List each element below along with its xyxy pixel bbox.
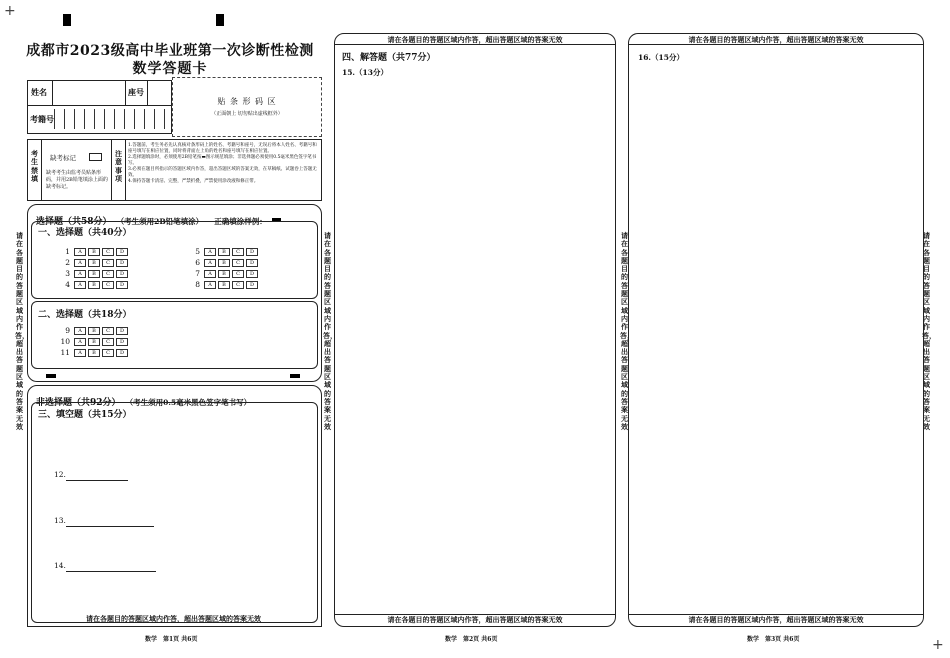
question-number: 3 <box>65 269 70 278</box>
choice-note: （考生须用2B铅笔填涂） <box>116 217 204 226</box>
choice-part1-box <box>31 221 318 299</box>
question-number: 7 <box>195 269 200 278</box>
choice-question-row <box>188 258 260 268</box>
timing-mark <box>63 14 71 26</box>
nonchoice-section <box>27 385 322 627</box>
choice-question-row <box>58 269 130 279</box>
page3-footer-warning: 请在各题目的答题区域内作答，超出答题区域的答案无效 <box>688 615 864 624</box>
answer-bubble[interactable]: B <box>218 270 230 278</box>
answer-bubble[interactable]: D <box>116 349 128 357</box>
question-16-label: 16.（15分） <box>638 53 684 62</box>
answer-area-15[interactable] <box>336 78 614 612</box>
answer-bubble[interactable]: B <box>88 327 100 335</box>
side-warning-left: 请在各题目的答题区域内作答，超出答题区域的答案无效 <box>15 231 29 431</box>
part1-title: 一、选择题（共40分） <box>38 228 132 238</box>
question-number: 2 <box>65 258 70 267</box>
answer-bubble[interactable]: C <box>102 270 114 278</box>
absence-notice-box <box>27 139 322 201</box>
nonchoice-note: （考生须用0.5毫米黑色签字笔书写） <box>125 398 252 407</box>
answer-bubble[interactable]: A <box>74 338 86 346</box>
choice-question-row <box>58 280 130 290</box>
side-warning-p2-right: 请在各题目的答题区域内作答，超出答题区域的答案无效 <box>922 231 936 431</box>
answer-bubble[interactable]: A <box>74 270 86 278</box>
timing-mark <box>46 374 56 378</box>
seat-label: 座号 <box>125 81 144 105</box>
blank-13-label: 13. <box>54 516 66 525</box>
absence-mark-label: 缺考标记 <box>50 154 76 162</box>
answer-bubble[interactable]: A <box>74 259 86 267</box>
exam-title: 成都市2023级高中毕业班第一次诊断性检测 <box>26 43 314 59</box>
answer-bubble[interactable]: B <box>88 248 100 256</box>
notice-side-label: 注意事项 <box>115 149 122 183</box>
absence-side-label: 考生禁填 <box>31 149 38 183</box>
example-label: 正确填涂样例： <box>214 217 267 226</box>
seat-field[interactable] <box>147 81 172 105</box>
answer-bubble[interactable]: C <box>102 259 114 267</box>
absence-mark-box[interactable] <box>89 153 102 161</box>
barcode-note: （正面朝上 切勿贴出虚线框外） <box>211 111 283 117</box>
answer-bubble[interactable]: B <box>218 281 230 289</box>
blank-12-field[interactable] <box>66 480 128 481</box>
notice-item: 1.答题前，考生务必先认真核对条形码上的姓名、考籍号和座号，无误后将本人姓名、考籍号和座号填写在相应位置，同时将背面左上角的姓名和座号填写在相应位置。 <box>128 143 317 154</box>
answer-bubble[interactable]: C <box>102 338 114 346</box>
blank-12-label: 12. <box>54 470 66 479</box>
answer-bubble[interactable]: B <box>88 270 100 278</box>
answer-bubble[interactable]: D <box>116 259 128 267</box>
answer-area-16[interactable] <box>630 64 922 612</box>
notice-item: 3.必须在题目所指示的答题区域内作答，超出答题区域的答案无效，在草稿纸、试题卷上答题无效。 <box>128 167 317 178</box>
answer-bubble[interactable]: A <box>74 327 86 335</box>
answer-bubble[interactable]: D <box>246 248 258 256</box>
part2-title: 二、选择题（共18分） <box>38 310 132 320</box>
answer-bubble[interactable]: D <box>116 338 128 346</box>
answer-bubble[interactable]: D <box>246 259 258 267</box>
card-subtitle: 数学答题卡 <box>132 61 208 77</box>
answer-bubble[interactable]: B <box>218 248 230 256</box>
page3-header-warning: 请在各题目的答题区域内作答，超出答题区域的答案无效 <box>688 35 864 44</box>
blank-13-field[interactable] <box>66 526 154 527</box>
answer-panel-page3 <box>628 33 924 627</box>
page1-number: 数学 第1页 共6页 <box>145 636 198 643</box>
answer-bubble[interactable]: D <box>116 327 128 335</box>
page2-header-warning: 请在各题目的答题区域内作答，超出答题区域的答案无效 <box>387 35 563 44</box>
choice-title: 选择题（共58分） <box>36 217 112 227</box>
answer-bubble[interactable]: D <box>246 281 258 289</box>
absence-note: 缺考考生由监考员贴条形码，并用2B铅笔填涂上面的缺考标记。 <box>46 170 108 190</box>
answer-bubble[interactable]: C <box>232 281 244 289</box>
timing-mark <box>290 374 300 378</box>
answer-bubble[interactable]: D <box>116 281 128 289</box>
page2-footer-warning: 请在各题目的答题区域内作答，超出答题区域的答案无效 <box>387 615 563 624</box>
choice-question-row <box>58 258 130 268</box>
fill-in-box <box>31 402 318 623</box>
choice-section <box>27 204 322 382</box>
answer-bubble[interactable]: C <box>102 327 114 335</box>
question-number: 11 <box>60 348 70 357</box>
choice-part2-box <box>31 301 318 369</box>
answer-bubble[interactable]: C <box>102 349 114 357</box>
name-field[interactable] <box>52 81 123 105</box>
side-warning-p2-left: 请在各题目的答题区域内作答，超出答题区域的答案无效 <box>620 231 634 431</box>
question-number: 9 <box>65 326 70 335</box>
answer-bubble[interactable]: B <box>88 259 100 267</box>
info-divider <box>28 105 171 106</box>
side-warning-p1-right: 请在各题目的答题区域内作答，超出答题区域的答案无效 <box>323 231 337 431</box>
question-number: 10 <box>60 337 70 346</box>
exam-no-field[interactable] <box>54 109 171 129</box>
page3-number: 数学 第3页 共6页 <box>747 636 800 643</box>
answer-bubble[interactable]: A <box>74 349 86 357</box>
question-15-label: 15.（13分） <box>342 68 388 77</box>
blank-14-label: 14. <box>54 561 66 570</box>
answer-bubble[interactable]: A <box>204 259 216 267</box>
student-info-box <box>27 80 172 134</box>
nonchoice-title: 非选择题（共92分） <box>36 398 121 408</box>
answer-bubble[interactable]: A <box>204 281 216 289</box>
exam-no-label: 考籍号 <box>30 114 54 124</box>
crosshair-mark-top-left: + <box>4 3 16 19</box>
question-number: 8 <box>195 280 200 289</box>
answer-bubble[interactable]: D <box>246 270 258 278</box>
timing-mark <box>216 14 224 26</box>
answer-bubble[interactable]: C <box>232 248 244 256</box>
answer-bubble[interactable]: B <box>218 259 230 267</box>
answer-bubble[interactable]: C <box>232 270 244 278</box>
question-number: 6 <box>195 258 200 267</box>
answer-bubble[interactable]: D <box>116 270 128 278</box>
name-label: 姓名 <box>31 87 47 97</box>
question-number: 5 <box>195 247 200 256</box>
choice-question-row <box>188 269 260 279</box>
solution-section-title: 四、解答题（共77分） <box>342 53 436 63</box>
fill-in-title: 三、填空题（共15分） <box>38 410 132 420</box>
answer-bubble[interactable]: B <box>88 338 100 346</box>
choice-question-row <box>58 326 130 336</box>
answer-bubble[interactable]: C <box>102 248 114 256</box>
answer-bubble[interactable]: D <box>116 248 128 256</box>
answer-panel-page2 <box>334 33 616 627</box>
barcode-area <box>172 77 322 137</box>
answer-bubble[interactable]: A <box>74 248 86 256</box>
answer-bubble[interactable]: C <box>102 281 114 289</box>
question-number: 1 <box>65 247 70 256</box>
crosshair-mark-bottom-right: + <box>932 637 944 653</box>
barcode-title: 贴 条 形 码 区 <box>217 97 277 106</box>
answer-bubble[interactable]: C <box>232 259 244 267</box>
question-number: 4 <box>65 280 70 289</box>
answer-bubble[interactable]: A <box>204 248 216 256</box>
answer-bubble[interactable]: A <box>74 281 86 289</box>
page1-footer-warning: 请在各题目的答题区域内作答，超出答题区域的答案无效 <box>86 614 261 623</box>
notice-item: 4.保持答题卡清洁、完整，严禁折叠，严禁使用涂改液和修正带。 <box>128 179 259 184</box>
choice-question-row <box>188 247 260 257</box>
choice-question-row <box>58 337 130 347</box>
choice-question-row <box>58 247 130 257</box>
notice-item: 2.选择题填涂时，必须使用2B铅笔按▬图示规范填涂；非选择题必须使用0.5毫米黑色签字笔书写。 <box>128 155 317 166</box>
page2-number: 数学 第2页 共6页 <box>445 636 498 643</box>
answer-bubble[interactable]: B <box>88 349 100 357</box>
choice-question-row <box>58 348 130 358</box>
answer-bubble[interactable]: B <box>88 281 100 289</box>
blank-14-field[interactable] <box>66 571 156 572</box>
notice-list <box>128 143 318 185</box>
answer-bubble[interactable]: A <box>204 270 216 278</box>
choice-question-row <box>188 280 260 290</box>
